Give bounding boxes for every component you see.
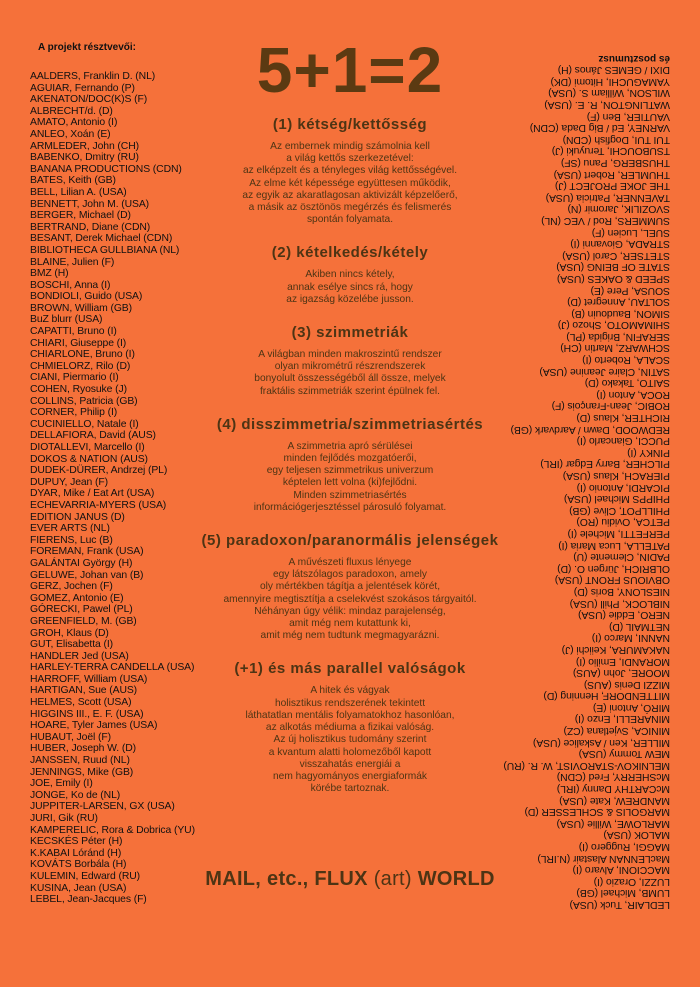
participant-name: PIERACH, Klaus (USA)	[562, 470, 670, 482]
section-heading: (3) szimmetriák	[291, 324, 409, 342]
section-line: visszahatás energiái a	[299, 758, 401, 770]
participant-name: STETSER, Carol (USA)	[562, 249, 670, 261]
participant-name: MARGOLIS & SCHLESSER (D)	[524, 806, 670, 818]
section-line: olyan mikrométrű részrendszerek	[274, 361, 426, 373]
participant-name: AGUIAR, Fernando (P)	[30, 82, 135, 94]
participant-name: PICARDI, Antonio (I)	[576, 481, 670, 493]
section-line: minden fejlődés mozgatóerői,	[283, 453, 417, 465]
participant-name: RICHTER, Klaus (D)	[576, 412, 670, 424]
participant-name: BONDIOLI, Guido (USA)	[30, 291, 143, 303]
participant-name: BELL, Lilian A. (USA)	[30, 186, 127, 198]
participant-name: HARROFF, William (USA)	[30, 673, 148, 685]
participant-name: AALDERS, Franklin D. (NL)	[30, 71, 156, 82]
participant-name: SERAFIN, Brigida (PL)	[566, 330, 670, 342]
participant-name: REDWOOD, Dawn / Aardvark (GB)	[510, 423, 670, 435]
participant-name: DUDEK-DÜRER, Andrzej (PL)	[30, 465, 168, 477]
participant-name: THUMLER, Robert (USA)	[553, 168, 670, 180]
participant-name: NIESLONY, Boris (D)	[573, 585, 670, 597]
participant-name: HELMES, Scott (USA)	[30, 697, 132, 709]
participant-name: LUMB, Michael (GB)	[576, 887, 670, 899]
participant-name: GREENFIELD, M. (GB)	[30, 615, 137, 627]
participant-name: BABENKO, Dmitry (RU)	[30, 152, 139, 164]
participant-name: PETCA, Ovidiu (RO)	[576, 516, 670, 528]
participant-name: GERZ, Jochen (F)	[30, 581, 113, 593]
participant-name: VARNEY, Ed / Big Dada (CDN)	[529, 122, 670, 134]
footer-slogan	[180, 868, 520, 891]
participant-name: PATELLA, Luca Maria (I)	[558, 539, 670, 551]
participant-name: MACCIONI, Alvaro (I)	[572, 864, 670, 876]
participant-name: CHMIELORZ, Rilo (D)	[30, 360, 131, 372]
section-line: annak esélye sincs rá, hogy	[287, 281, 413, 293]
participant-name: SATIN, Claire Jeanine (USA)	[539, 365, 670, 377]
section-line: információgerjesztéssel párosuló folyamat.	[253, 501, 447, 513]
participant-name: MIZZI Denis (AUS)	[583, 678, 670, 690]
section-line: amit még nem kutattunk ki,	[289, 618, 411, 630]
participant-name: YAMAGUCHI, Hitomi (DK)	[550, 75, 670, 87]
section-line: Minden szimmetriasértés	[293, 489, 407, 501]
participant-name: AKENATON/DOC(K)S (F)	[30, 94, 148, 106]
participant-name: ANLEO, Xoán (E)	[30, 128, 111, 140]
participant-name: SVOZILIK, Jaromir (N)	[567, 203, 670, 215]
section-line: az alkotás médiuma a fizikai valóság.	[265, 722, 435, 734]
section-line: Néhányan úgy vélik: mindaz parajelenség,	[254, 605, 446, 617]
participant-name: NAKAMURA, Keiichi (J)	[561, 643, 670, 655]
participant-name: KOVÁTS Borbála (H)	[30, 859, 127, 871]
participant-name: JURI, Gik (RU)	[30, 813, 98, 824]
section-line: A szimmetria apró sérülései	[287, 440, 413, 452]
participant-name: PADIN, Clemente (U)	[573, 551, 670, 563]
participant-name: PHILLPOT, Clive (GB)	[569, 504, 670, 516]
participant-name: LEDLAIR, Tuck (USA)	[569, 899, 670, 910]
participant-name: NERO, Eddie (USA)	[578, 609, 670, 621]
section-heading: (+1) és más parallel valóságok	[234, 660, 466, 678]
participant-name: McSHERRY, Fred (CDN)	[556, 771, 670, 783]
participant-name: SPEED & OAKES (USA)	[556, 272, 670, 284]
section-line: bonyolult összességéből áll össze, melyek	[254, 373, 446, 385]
participant-name: SOLTAU, Annegret (D)	[567, 296, 670, 308]
participant-name: MINICA, Svjetlana (CZ)	[563, 725, 670, 737]
section-body	[180, 441, 520, 514]
participant-name: KECSKÉS Péter (H)	[30, 836, 123, 848]
participant-name: SIMON, Baudouin (B)	[571, 307, 670, 319]
participant-name: ROCA, Anton (I)	[596, 388, 670, 400]
participant-name: NETMAIL (D)	[609, 620, 670, 632]
section-heading: (1) kétség/kettősség	[272, 116, 428, 133]
participant-name: FOREMAN, Frank (USA)	[30, 546, 144, 558]
section-line: fraktális szimmetriák szerint épülnek fel.	[259, 385, 441, 397]
section-line: egy látszólagos paradoxon, amely	[272, 569, 428, 581]
participant-name: BERTRAND, Diane (CDN)	[30, 221, 151, 233]
participant-name: GELUWE, Johan van (B)	[30, 569, 144, 581]
section-line: amit még nem tudtunk megmagyarázni.	[260, 630, 440, 642]
participant-name: MAGGI, Ruggero (I)	[578, 841, 670, 853]
participant-name: GUT, Elisabetta (I)	[30, 639, 113, 651]
participant-name: MILLER, Ken / Askalice (USA)	[533, 736, 670, 748]
section-line: oly mértékben tágítja a jelentések körét,	[259, 581, 441, 593]
participant-name: STATE OF BEING (USA)	[556, 261, 670, 273]
participant-name: MacLENNAN Alastair (N.IRL)	[537, 852, 670, 864]
section-body	[180, 349, 520, 398]
participant-name: DOKOS & NATION (AUS)	[30, 453, 148, 465]
participant-name: HANDLER Jed (USA)	[30, 650, 129, 662]
participant-name: JENNINGS, Mike (GB)	[30, 766, 134, 778]
section-line: holisztikus rendszerének tekintett	[274, 697, 426, 709]
participant-name: HOARE, Tyler James (USA)	[30, 720, 158, 732]
participant-name: MOORE, John (AUS)	[572, 667, 670, 679]
participant-name: PUCCI, Giancarlo (I)	[576, 435, 670, 447]
participant-name: SCHWARZ, Martin (CH)	[560, 342, 670, 354]
posthumous-heading: és posztumusz	[598, 52, 670, 64]
participant-name: HARTIGAN, Sue (AUS)	[30, 685, 138, 697]
participant-name: GÓRECKI, Pawel (PL)	[30, 604, 133, 616]
section-line: nem hagyományos energiaformák	[272, 770, 428, 782]
section-line: körébe tartoznak.	[310, 783, 390, 795]
participant-name: BLAINE, Julien (F)	[30, 256, 115, 268]
participant-name: GALÁNTAI György (H)	[30, 557, 133, 569]
participant-name: MITTENDORF, Henning (D)	[543, 690, 670, 702]
participant-name: TUI TUI, Dogfish (CDN)	[562, 133, 670, 145]
participant-name: WILSON, William S. (USA)	[548, 87, 670, 99]
participant-name: DIXI / GEMES János (H)	[557, 64, 670, 76]
section-line: A világban minden makroszintű rendszer	[258, 349, 442, 361]
section-line: a másik az ösztönös megérzés és felismerés	[248, 202, 452, 214]
participant-name: K.KABAI Lóránd (H)	[30, 847, 122, 859]
participant-name: WATLINGTON, R. E. (USA)	[544, 99, 670, 111]
participant-name: ECHEVARRIA-MYERS (USA)	[30, 499, 167, 511]
section-body	[180, 141, 520, 226]
participant-name: CAPATTI, Bruno (I)	[30, 326, 117, 338]
participant-name: SHIMAMOTO, Shozo (J)	[557, 319, 670, 331]
participant-name: MELNIKOV-STAROVIST, W. R. (RU)	[503, 759, 670, 771]
participant-name: DUPUY, Jean (F)	[30, 476, 108, 488]
participant-name: BESANT, Derek Michael (CDN)	[30, 233, 173, 245]
footer-part-1: MAIL, etc., FLUX	[205, 868, 368, 890]
participant-name: CUCINIELLO, Natale (I)	[30, 418, 139, 430]
participant-name: HARLEY-TERRA CANDELLA (USA)	[30, 662, 195, 674]
participant-name: EVER ARTS (NL)	[30, 523, 110, 535]
participant-name: JOE, Emily (I)	[30, 778, 93, 790]
participant-name: MANDREW, Kate (USA)	[559, 794, 670, 806]
participant-name: KUSINA, Jean (USA)	[30, 882, 127, 894]
participant-name: LUZZI, Orazio (I)	[593, 875, 670, 887]
participant-name: GOMEZ, Antonio (E)	[30, 592, 124, 604]
section-line: a kvantum alatti holomezőből kapott	[268, 746, 432, 758]
participant-name: VAUTIER, Ben (F)	[586, 110, 670, 122]
participant-name: BuZ blurr (USA)	[30, 314, 103, 326]
participant-name: DIOTALLEVI, Marcello (I)	[30, 442, 145, 453]
participant-name: CHIARI, Giuseppe (I)	[30, 337, 127, 349]
participant-name: MORANDI, Emilio (I)	[576, 655, 670, 667]
section-body	[180, 685, 520, 795]
participant-name: NIBLOCK, Phill (USA)	[569, 597, 670, 609]
section-line: az elképzelt és a tényleges világ kettősségével.	[242, 165, 458, 177]
section-line: Az embernek mindig számolnia kell	[270, 141, 430, 152]
section-line: egy teljesen szimmetrikus univerzum	[266, 465, 434, 477]
participants-heading: A projekt résztvevői:	[38, 42, 136, 53]
participant-name: JONGE, Ko de (NL)	[30, 789, 121, 801]
participant-name: BENNETT, John M. (USA)	[30, 198, 150, 210]
participant-name: THE JOKE PROJECT (J)	[554, 180, 670, 192]
participant-name: PINKY (I)	[627, 446, 670, 458]
footer-part-2: (art)	[373, 868, 412, 890]
section-line: spontán folyamata.	[306, 214, 394, 226]
section-line: amennyire megtisztítja a cselekvést szokásos tárgyaitól.	[223, 593, 477, 605]
participant-name: ALBRECHT/d. (D)	[30, 105, 113, 117]
section-line: láthatatlan mentális folyamatokhoz hasonlóan,	[245, 709, 455, 721]
section-heading: (2) kételkedés/kétely	[271, 244, 429, 262]
participant-name: JANSSEN, Ruud (NL)	[30, 755, 130, 767]
section-line: a világ kettős szerkezetével:	[286, 153, 414, 165]
section-line: A művészeti fluxus lényege	[288, 557, 412, 569]
participant-name: CORNER, Philip (I)	[30, 407, 118, 419]
manifesto-center	[180, 34, 520, 795]
section-line: Akiben nincs kétely,	[305, 269, 395, 281]
participant-name: McCARTHY Danny (IRL)	[556, 783, 670, 795]
participant-name: MEW Tommy (USA)	[578, 748, 670, 760]
participant-name: AMATO, Antonio (I)	[30, 117, 118, 129]
section-body	[180, 269, 520, 306]
participant-name: STRADA, Giovanni (I)	[570, 238, 670, 250]
participant-name: GROH, Klaus (D)	[30, 627, 109, 639]
participant-name: DELLAFIORA, David (AUS)	[30, 430, 156, 442]
participant-name: THUSBERG, Panu (SF)	[561, 157, 670, 168]
participant-name: KAMPERELIC, Rora & Dobrica (YU)	[30, 824, 195, 836]
section-line: az igazság közelébe jusson.	[286, 293, 414, 305]
participant-name: LEBEL, Jean-Jacques (F)	[30, 894, 147, 906]
footer-part-3: WORLD	[417, 868, 495, 890]
participant-name: BERGER, Michael (D)	[30, 210, 131, 222]
participant-name: SOUSA, Pere (E)	[590, 284, 670, 296]
participant-name: MARLOWE, Willie (USA)	[556, 817, 670, 829]
section-heading: (5) paradoxon/paranormális jelenségek	[201, 532, 499, 550]
section-heading: (4) disszimmetria/szimmetriasértés	[216, 415, 484, 433]
section-line: A hitek és vágyak	[310, 685, 390, 697]
section-line: Az elme két képessége együttesen működik,	[249, 177, 451, 189]
participant-name: SUMMERS, Rod / VEC (NL)	[541, 214, 670, 226]
main-title: 5+1=2	[256, 34, 444, 106]
participant-name: COHEN, Ryosuke (J)	[30, 384, 127, 396]
participant-name: BROWN, William (GB)	[30, 302, 132, 314]
participant-name: SUEL, Lucien (F)	[591, 226, 670, 238]
participant-name: KULEMIN, Edward (RU)	[30, 870, 141, 882]
participant-name: CIANI, Piermario (I)	[30, 372, 119, 384]
participant-name: MIRÓ, Antoni (E)	[593, 701, 670, 713]
participant-name: SAITO, Takako (D)	[584, 377, 670, 389]
participant-name: JUPPITER-LARSEN, GX (USA)	[30, 801, 175, 813]
section-body	[180, 557, 520, 642]
participant-name: FIERENS, Luc (B)	[30, 534, 113, 546]
participant-name: TSUBOUCHI, Teruyuki (J)	[551, 145, 670, 157]
participant-name: HUBAUT, Joël (F)	[30, 731, 111, 743]
participant-name: ROBIC, Jean-François (F)	[551, 400, 670, 412]
participant-name: BIBLIOTHECA GULLBIANA (NL)	[30, 244, 180, 256]
participant-name: CHIARLONE, Bruno (I)	[30, 349, 135, 361]
participant-name: PHIPPS Michael (USA)	[564, 493, 670, 505]
section-line: Az új holisztikus tudomány szerint	[273, 734, 427, 746]
participant-name: DYAR, Mike / Eat Art (USA)	[30, 488, 155, 500]
participant-name: TAVENNER, Patricia (USA)	[545, 191, 670, 203]
participant-name: BMZ (H)	[30, 268, 69, 280]
participant-name: EDITION JANUS (D)	[30, 511, 125, 523]
participant-name: OBVIOUS FRONT (USA)	[554, 574, 670, 586]
participant-name: HUBER, Joseph W. (D)	[30, 743, 136, 755]
section-line: képtelen lett volna (ki)fejlődni.	[282, 477, 418, 489]
participant-name: NANNI, Marco (I)	[591, 632, 670, 644]
participant-name: HIGGINS III., E. F. (USA)	[30, 708, 144, 720]
participant-name: SCALA, Roberto (I)	[582, 354, 670, 366]
participant-name: BOSCHI, Anna (I)	[30, 279, 111, 291]
section-line: az egyik az akaratlagosan aktivizált képzelőerő,	[242, 189, 458, 201]
participant-name: COLLINS, Patricia (GB)	[30, 395, 138, 407]
participant-name: MINARELLI, Enzo (I)	[574, 713, 670, 725]
participant-name: ARMLEDER, John (CH)	[30, 140, 139, 152]
manifesto-sections	[180, 116, 520, 795]
participant-name: BANANA PRODUCTIONS (CDN)	[30, 163, 182, 175]
participant-name: PILCHER, Barry Edgar (IRL)	[540, 458, 670, 470]
participant-name: PERFETTI, Michele (I)	[567, 528, 670, 539]
participant-name: OLBRICH, Jürgen O. (D)	[557, 562, 670, 574]
participant-name: MALOK (USA)	[603, 829, 670, 841]
participant-name: BATES, Keith (GB)	[30, 175, 116, 187]
